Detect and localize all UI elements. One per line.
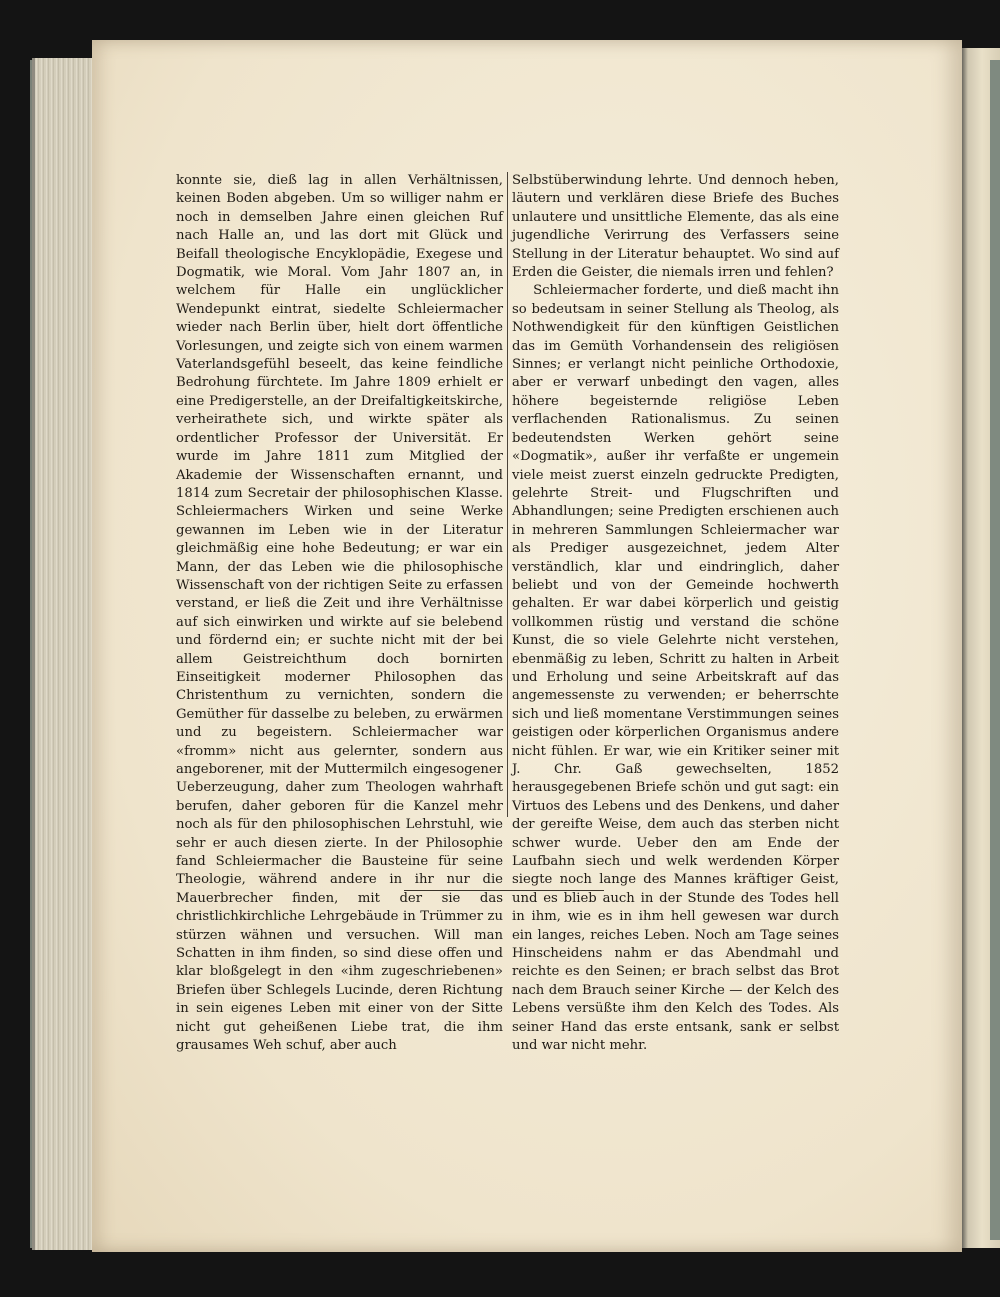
paragraph: konnte sie, dieß lag in allen Verhältnissen, keinen Boden abgeben. Um so williger nahm er noch in demselben Jahre einen gleichen Ruf nach Halle an, und las dort mit Glück und Beifall theologische Encyklopädie, Exegese und Dogmatik, wie Moral. Vom Jahr 1807 an, in welchem für Halle ein unglücklicher Wendepunkt eintrat, siedelte Schleiermacher wieder nach Berlin über, hielt dort öffentliche Vorlesungen, und zeigte sich von einem warmen Vaterlandsgefühl beseelt, das keine feindliche Bedrohung fürchtete. Im Jahre 1809 erhielt er eine Predigerstelle, an der Dreifaltigkeitskirche, verheirathete sich, und wirkte später als ordentlicher Professor der Universität. Er wurde im Jahre 1811 zum Mitglied der Akademie der Wissenschaften ernannt, und 1814 zum Secretair der philosophischen Klasse. Schleiermachers Wirken und seine Werke gewannen im Leben wie in der Literatur gleichmäßig eine hohe Bedeutung; er war ein Mann, der das Leben wie die philosophische Wissenschaft von der richtigen Seite zu erfassen verstand, er ließ die Zeit und ihre Verhältnisse auf sich einwirken und wirkte auf sie belebend und fördernd ein; er suchte nicht mit der bei allem Geistreichthum doch bornirten Einseitigkeit moderner Philosophen das Christenthum zu vernichten, sondern die Gemüther für dasselbe zu beleben, zu erwärmen und zu begeistern. Schleiermacher war «fromm» nicht aus gelernter, sondern aus angeborener, mit der Muttermilch eingesogener Ueberzeugung, daher zum Theologen wahrhaft berufen, daher geboren für die Kanzel mehr noch als für den philosophischen Lehrstuhl, wie sehr er auch diesen zierte. In der Philosophie fand Schleiermacher die Bausteine für seine Theologie, während andere in ihr nur die Mauerbrecher finden, mit der sie das christlichkirchliche Lehrgebäude in Trümmer zu stürzen wähnen und versuchen. Will man Schatten in ihm finden, so sind diese offen und klar bloßgelegt in den «ihm zugeschriebenen» Briefen über Schlegels Lucinde, deren Richtung in sein eigenes Leben mit einer von der Sitte nicht gut geheißenen Liebe trat, die ihm grausames Weh schuf, aber auch [176, 173, 503, 1054]
section-end-rule [404, 890, 604, 891]
column-divider [507, 172, 508, 817]
paragraph: Selbstüberwindung lehrte. Und dennoch heben, läutern und verklären diese Briefe des Buches unlautere und unsittliche Elemente, das als eine jugendliche Verirrung des Verfassers seine Stellung in der Literatur behauptet. Wo sind auf Erden die Geister, die niemals irren und fehlen? [512, 173, 839, 281]
facing-cover-edge [990, 60, 1000, 1240]
left-text-column [176, 172, 503, 1056]
right-text-column [512, 172, 839, 1056]
book-page-edges [32, 58, 97, 1250]
paragraph: Schleiermacher forderte, und dieß macht ihn so bedeutsam in seiner Stellung als Theolog, als Nothwendigkeit für den künftigen Geistlichen das im Gemüth Vorhandensein des religiösen Sinnes; er verlangt nicht peinliche Orthodoxie, aber er verwarf unbedingt den vagen, alles höhere begeisternde religiöse Leben verflachenden Rationalismus. Zu seinen bedeutendsten Werken gehört seine «Dogmatik», außer ihr verfaßte er ungemein viele meist zuerst einzeln gedruckte Predigten, gelehrte Streit- und Flugschriften und Abhandlungen; seine Predigten erschienen auch in mehreren Sammlungen Schleiermacher war als Prediger ausgezeichnet, jedem Alter verständlich, klar und eindringlich, daher beliebt und von der Gemeinde hochwerth gehalten. Er war dabei körperlich und geistig vollkommen rüstig und verstand die schöne Kunst, die so viele Gelehrte nicht verstehen, ebenmäßig zu leben, Schritt zu halten in Arbeit und Erholung und seine Arbeitskraft auf das angemessenste zu verwenden; er beherrschte sich und ließ momentane Verstimmungen seines geistigen oder körperlichen Organismus andere nicht fühlen. Er war, wie ein Kritiker seiner mit J. Chr. Gaß gewechselten, 1852 herausgegebenen Briefe schön und gut sagt: ein Virtuos des Lebens und des Denkens, und daher der gereifte Weise, dem auch das sterben nicht schwer wurde. Ueber den am Ende der Laufbahn siech und welk werdenden Körper siegte noch lange des Mannes kräftiger Geist, und es blieb auch in der Stunde des Todes hell in ihm, wie es in ihm hell gewesen war durch ein langes, reiches Leben. Noch am Tage seines Hinscheidens nahm er das Abendmahl und reichte es den Seinen; er brach selbst das Brot nach dem Brauch seiner Kirche — der Kelch des Lebens versüßte ihm den Kelch des Todes. Als seiner Hand das erste entsank, sank er selbst und war nicht mehr. [512, 283, 839, 1054]
